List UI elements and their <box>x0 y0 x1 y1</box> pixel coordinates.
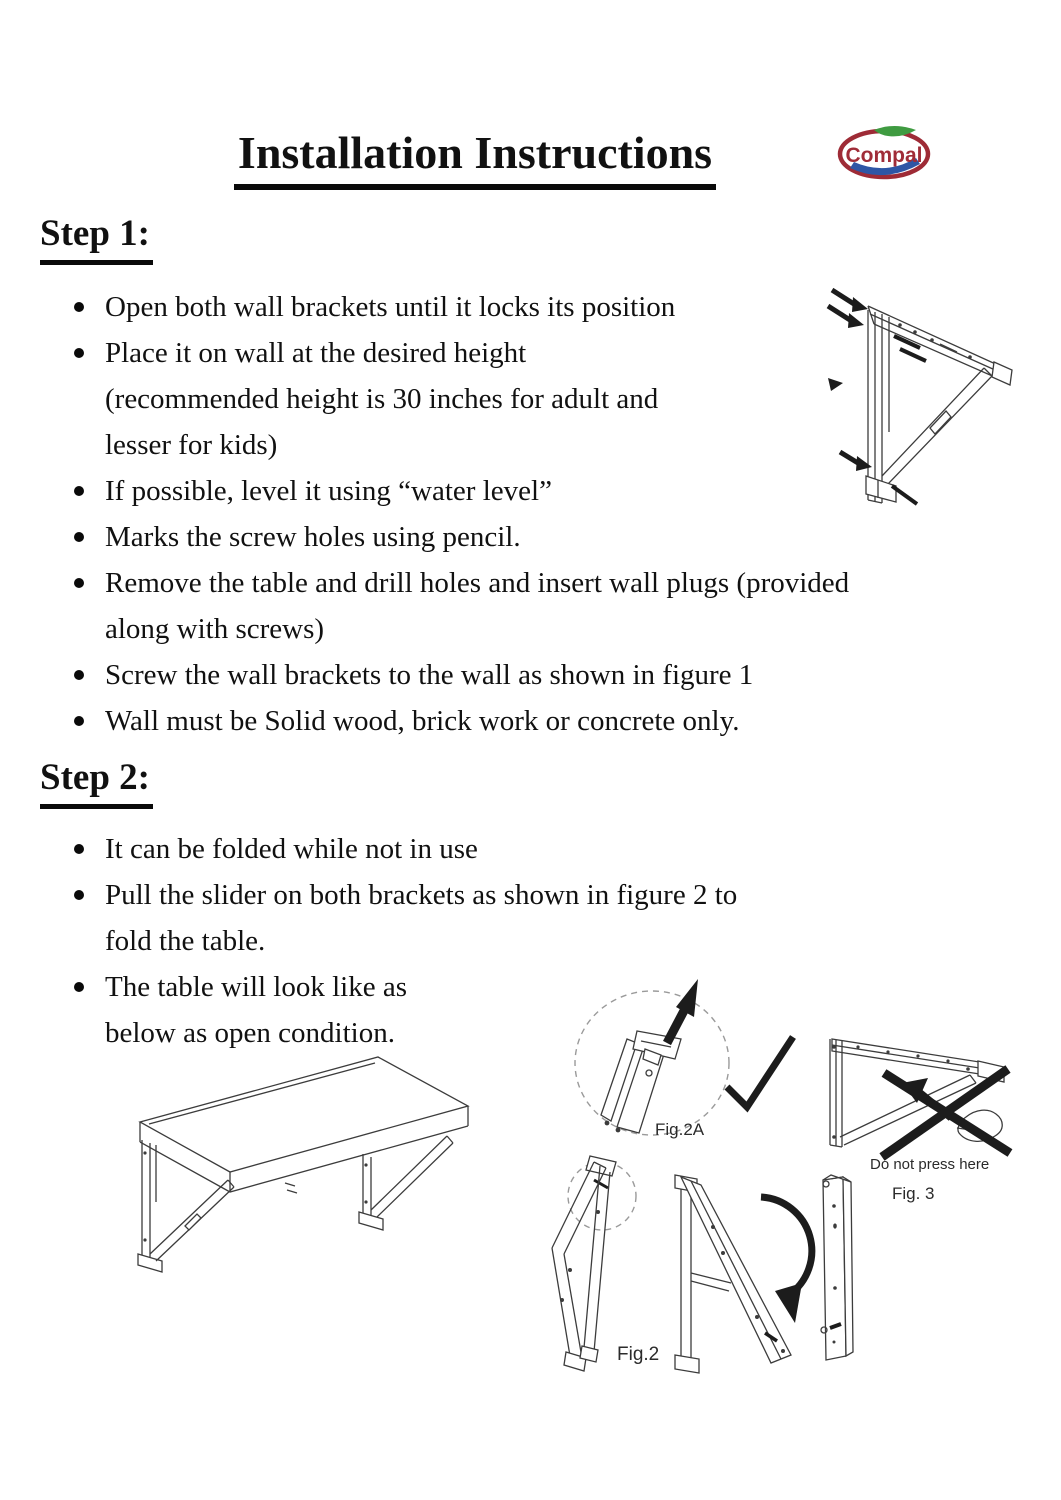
screw-arrow-icon <box>828 306 850 320</box>
fig2a-label: Fig.2A <box>655 1120 705 1139</box>
figure-2-folding-bracket <box>665 1165 810 1380</box>
bullet-item: Place it on wall at the desired height (recommended height is 30 inches for adult and lesser for kids) <box>62 330 1052 468</box>
screw-icon <box>900 349 926 361</box>
arrowhead-icon <box>828 378 843 391</box>
rotate-arrow-icon <box>775 1283 802 1323</box>
logo-text: Compal <box>845 144 923 167</box>
arrowhead-icon <box>856 456 872 471</box>
screw-arrow-icon <box>832 290 854 304</box>
screw-arrow-icon <box>840 452 858 463</box>
bullet-item: The table will look like as below as open condition. <box>62 964 1052 1056</box>
bullet-item: Open both wall brackets until it locks its position <box>62 284 1052 330</box>
figure1-wall-bracket-drawing <box>820 280 1020 530</box>
fig3-label: Fig. 3 <box>892 1184 935 1203</box>
rotate-arrow-shaft <box>761 1197 812 1295</box>
page-title: Installation Instructions <box>234 126 716 190</box>
title-wrap <box>170 126 780 190</box>
bullet-item: Screw the wall brackets to the wall as shown in figure 1 <box>62 652 1052 698</box>
bullet-item: Pull the slider on both brackets as shown in figure 2 to fold the table. <box>62 872 1052 964</box>
compal-logo <box>836 124 934 182</box>
bullet-item: Wall must be Solid wood, brick work or concrete only. <box>62 698 1052 744</box>
check-icon <box>727 1037 793 1107</box>
bullet-item: If possible, level it using “water level” <box>62 468 1052 514</box>
arrowhead-icon <box>848 313 864 328</box>
figure-open-table-drawing <box>105 1050 525 1340</box>
bullet-item: Marks the screw holes using pencil. <box>62 514 1052 560</box>
fig3-warning-text: Do not press here <box>870 1156 990 1173</box>
bullet-item: Remove the table and drill holes and insert wall plugs (provided along with screws) <box>62 560 1052 652</box>
arrowhead-icon <box>852 297 868 312</box>
step1-heading: Step 1: <box>40 214 153 265</box>
figure-folded-bracket-bar <box>815 1170 865 1370</box>
bullet-item: It can be folded while not in use <box>62 826 1052 872</box>
step2-heading: Step 2: <box>40 758 153 809</box>
figure-3-bracket-warning <box>818 1025 1018 1170</box>
fig2-label: Fig.2 <box>617 1344 660 1365</box>
figure-2-folded-bracket <box>540 1150 655 1375</box>
